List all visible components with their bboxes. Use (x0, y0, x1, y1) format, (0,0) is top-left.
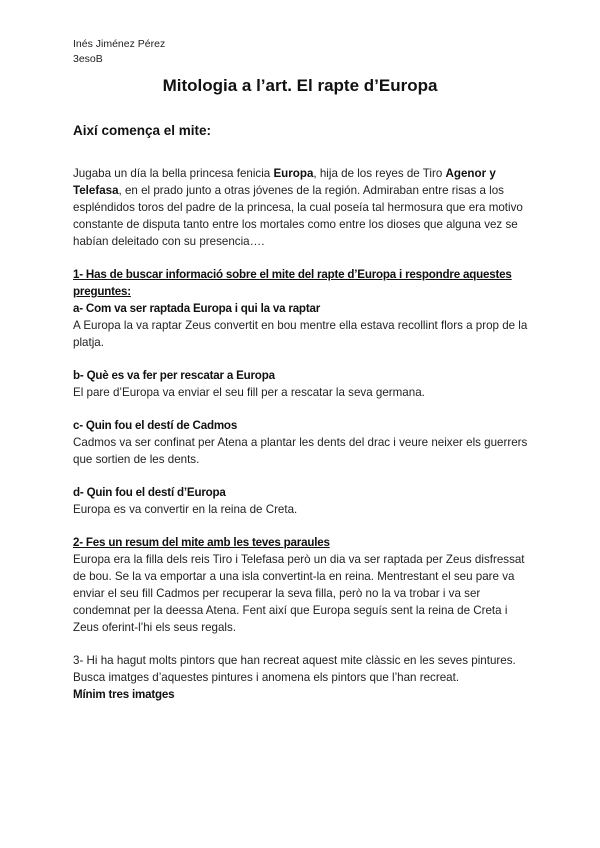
author-name: Inés Jiménez Pérez (73, 38, 166, 50)
intro-bold-parents: Agenor y Telefasa (73, 167, 496, 197)
intro-bold-europa: Europa (273, 167, 314, 180)
question-b-heading: b- Què es va fer per rescatar a Europa (73, 369, 275, 382)
page-title: Mitologia a l’art. El rapte d’Europa (162, 76, 438, 95)
question-2-heading: 2- Fes un resum del mite amb les teves paraules (73, 536, 330, 549)
question-a-answer: A Europa la va raptar Zeus convertit en bou mentre ella estava recollint flors a prop de la platja. (73, 319, 528, 349)
question-3-text: 3- Hi ha hagut molts pintors que han recreat aquest mite clàssic en les seves pintures. Busca imatges d’aquestes pintures i anomena els pintors que l’han recreat. (73, 654, 516, 684)
question-d-heading: d- Quin fou el destí d’Europa (73, 486, 226, 499)
question-1-heading: 1- Has de buscar informació sobre el mite del rapte d’Europa i respondre aquestes preguntes: (73, 268, 512, 298)
question-2-answer: Europa era la filla dels reis Tiro i Telefasa però un dia va ser raptada per Zeus disfressat de bou. Se la va emportar a una isla convertint-la en reina. Mentrestant el seu pare va enviar el seu fill Cadmos per recuperar la seva filla, però no la va trobar i va ser condemnat per la deessa Atena. Fent així que Europa seguís sent la reina de Creta i Zeus oferint-l’hi els seus regals. (73, 553, 525, 634)
question-3-requirement: Mínim tres imatges (73, 688, 175, 701)
question-b-answer: El pare d’Europa va enviar el seu fill per a rescatar la seva germana. (73, 386, 425, 399)
document-body (73, 165, 533, 703)
question-c-answer: Cadmos va ser confinat per Atena a plantar les dents del drac i veure neixer els guerrers que sortien de les dents. (73, 436, 528, 466)
intro-paragraph (73, 165, 533, 250)
intro-text-2: , hija de los reyes de Tiro (313, 167, 446, 180)
question-a-heading: a- Com va ser raptada Europa i qui la va raptar (73, 302, 321, 315)
intro-text-1: Jugaba un día la bella princesa fenicia (73, 167, 274, 180)
class-group: 3esoB (73, 53, 103, 65)
question-c-heading: c- Quin fou el destí de Cadmos (73, 419, 238, 432)
question-d-answer: Europa es va convertir en la reina de Creta. (73, 503, 298, 516)
section-subtitle: Així comença el mite: (73, 123, 212, 138)
intro-text-3: , en el prado junto a otras jóvenes de la región. Admiraban entre risas a los espléndidos toros del padre de la princesa, la cual poseía tal hermosura que era motivo constante de disputa tanto entre los mortales como entre los dioses que alguna vez se habían deleitado con su presencia…. (73, 184, 523, 248)
